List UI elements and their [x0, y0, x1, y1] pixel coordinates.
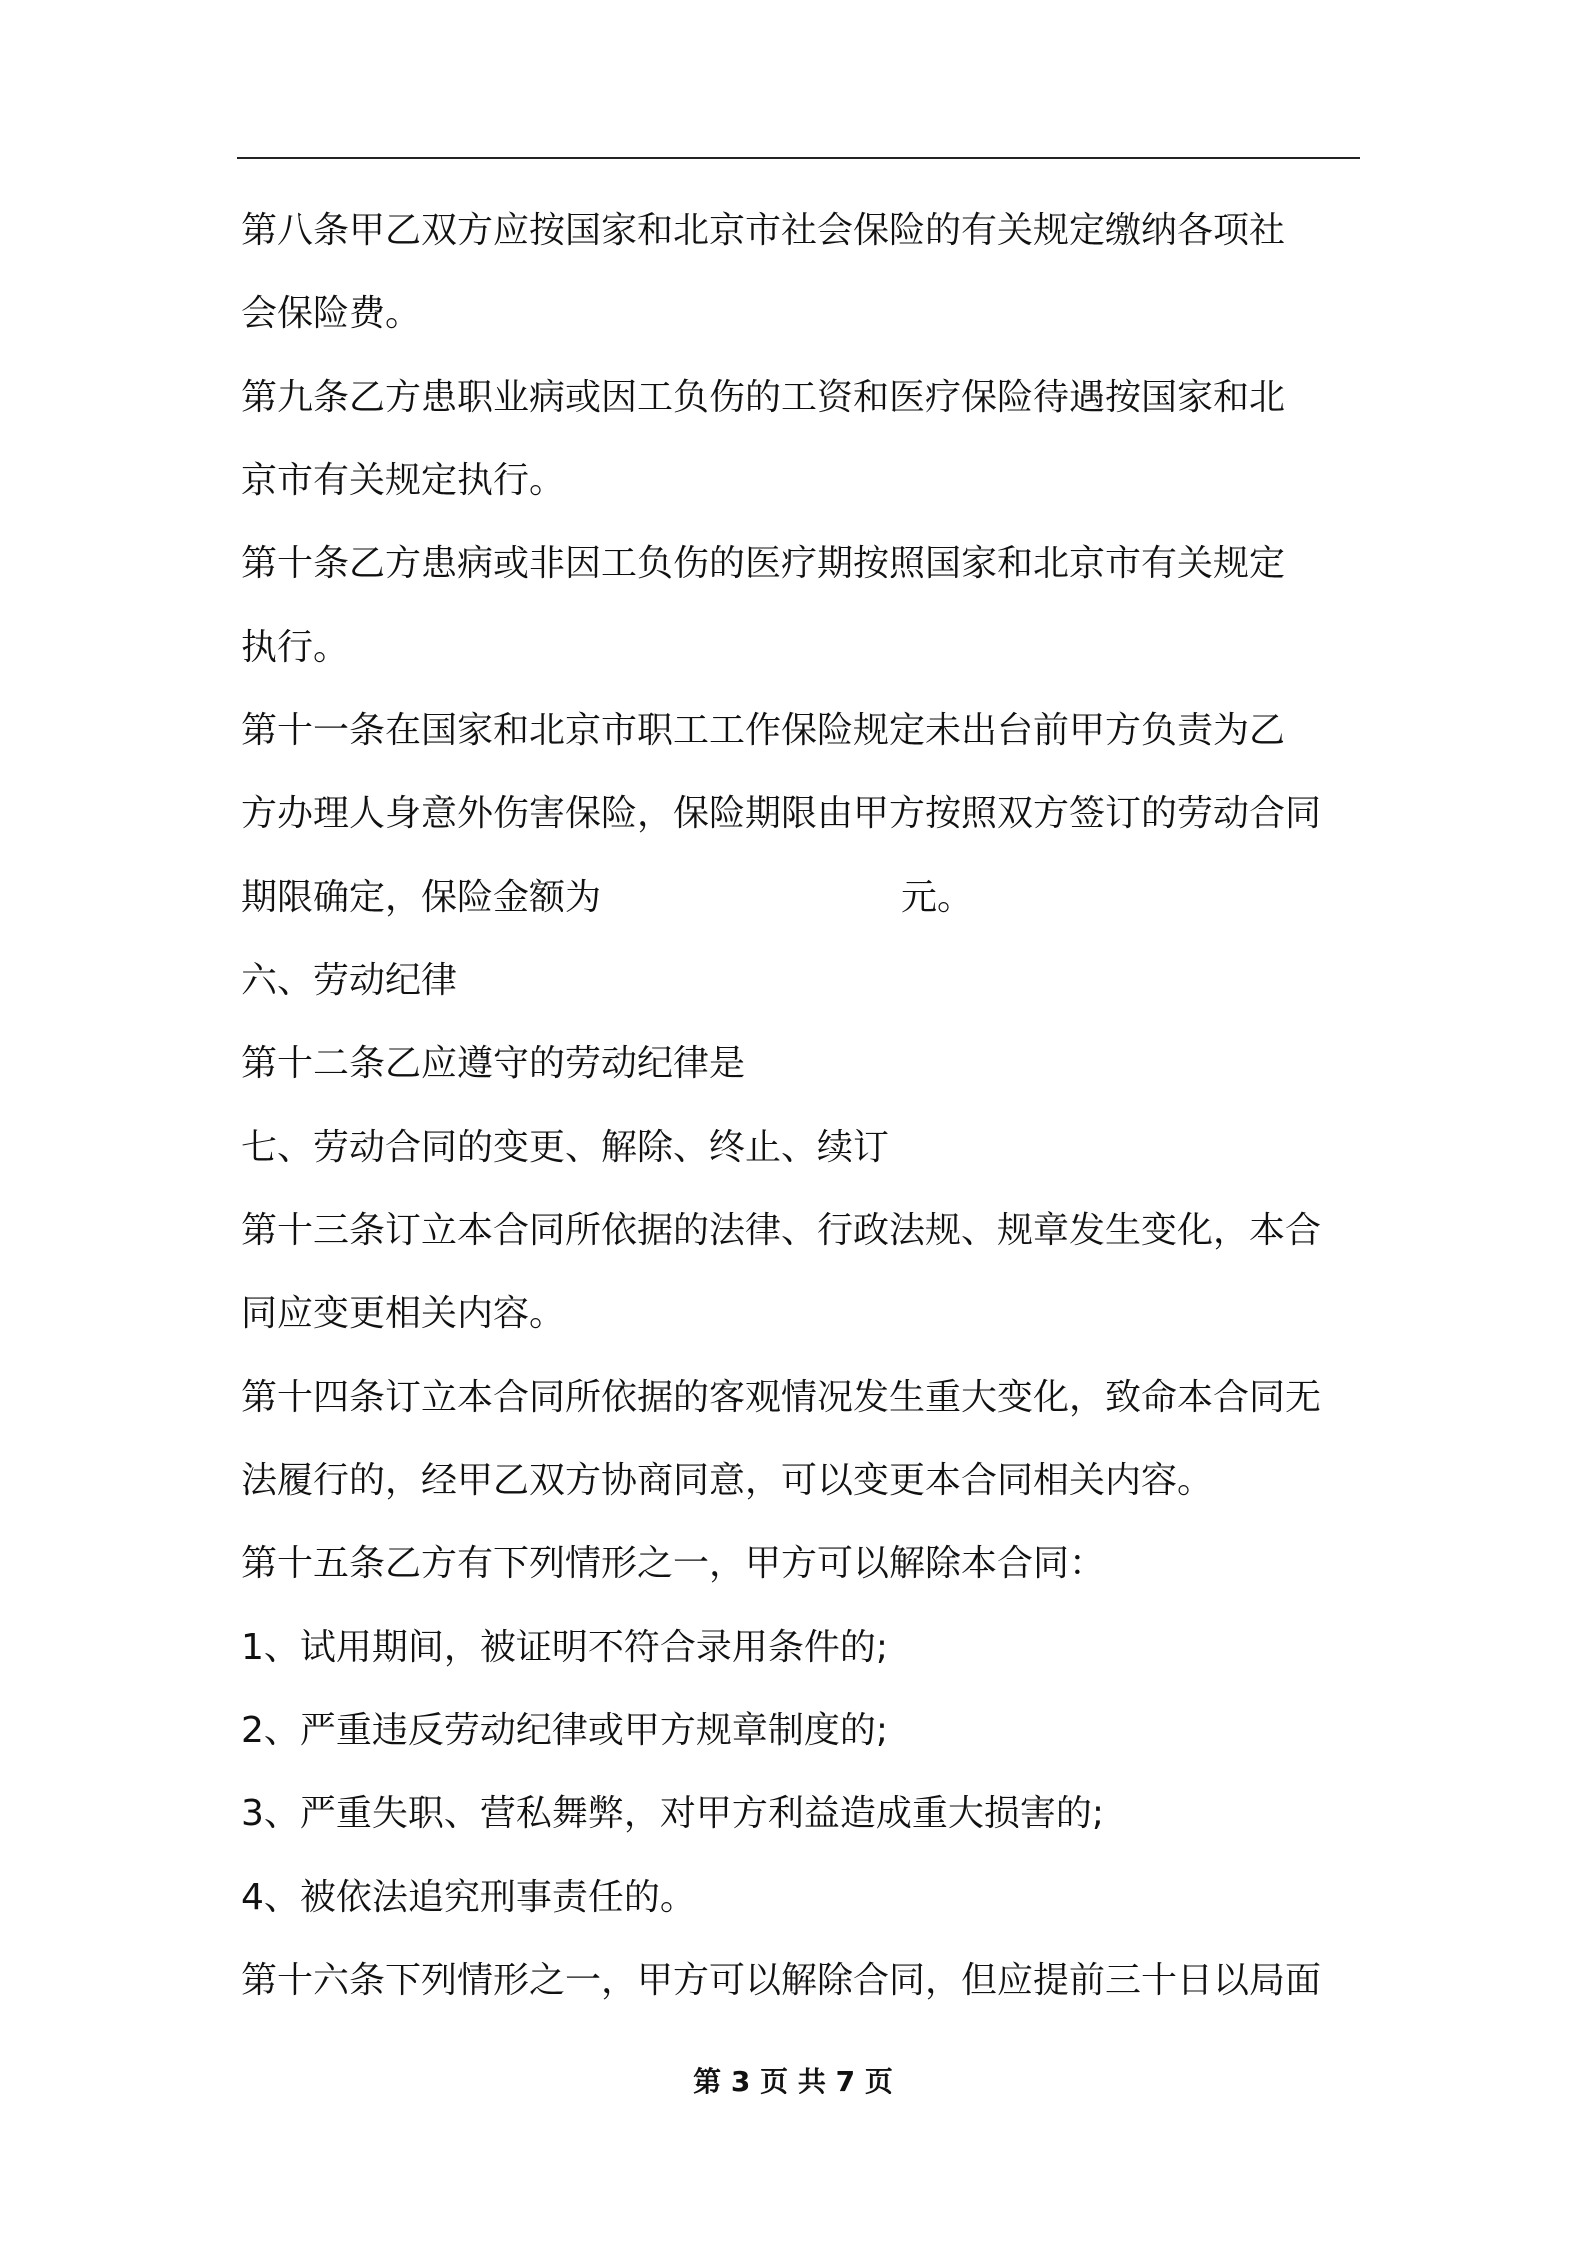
text-line-article-12: 第十二条乙应遵守的劳动纪律是 [241, 1043, 746, 1084]
text-line-article-11-part-1: 第十一条在国家和北京市职工工作保险规定未出台前甲方负责为乙 [241, 710, 1286, 751]
text-line-article-14-part-2: 法履行的，经甲乙双方协商同意，可以变更本合同相关内容。 [241, 1460, 1214, 1501]
text-line-article-10-part-2: 执行。 [241, 627, 350, 668]
list-item-1: 1、试用期间，被证明不符合录用条件的; [241, 1627, 889, 1668]
text-line-article-8-part-1: 第八条甲乙双方应按国家和北京市社会保险的有关规定缴纳各项社 [241, 210, 1286, 251]
text-line-article-16: 第十六条下列情形之一，甲方可以解除合同，但应提前三十日以局面 [241, 1960, 1322, 2001]
text-line-article-10-part-1: 第十条乙方患病或非因工负伤的医疗期按照国家和北京市有关规定 [241, 543, 1286, 584]
list-item-2: 2、严重违反劳动纪律或甲方规章制度的; [241, 1710, 889, 1751]
text-line-article-11-part-2: 方办理人身意外伤害保险，保险期限由甲方按照双方签订的劳动合同 [241, 793, 1322, 834]
page-number-footer [0, 2057, 1586, 2107]
text-line-article-9-part-2: 京市有关规定执行。 [241, 460, 566, 501]
text-line-article-8-part-2: 会保险费。 [241, 293, 422, 334]
text-line-article-9-part-1: 第九条乙方患职业病或因工负伤的工资和医疗保险待遇按国家和北 [241, 377, 1286, 418]
list-item-4: 4、被依法追究刑事责任的。 [241, 1877, 696, 1918]
section-heading-contract-changes: 七、劳动合同的变更、解除、终止、续订 [241, 1127, 890, 1168]
text-line-article-14-part-1: 第十四条订立本合同所依据的客观情况发生重大变化，致命本合同无 [241, 1377, 1322, 1418]
text-line-article-13-part-1: 第十三条订立本合同所依据的法律、行政法规、规章发生变化，本合 [241, 1210, 1322, 1251]
section-heading-labor-discipline: 六、劳动纪律 [241, 960, 458, 1001]
text-line-article-15: 第十五条乙方有下列情形之一，甲方可以解除本合同： [241, 1543, 1106, 1584]
header-divider [237, 157, 1360, 159]
page-number-text: 第 3 页 共 7 页 [693, 2065, 893, 2098]
text-line-article-13-part-2: 同应变更相关内容。 [241, 1293, 566, 1334]
insurance-amount-label: 期限确定，保险金额为 [241, 877, 602, 918]
text-line-article-11-part-3 [241, 868, 1371, 928]
insurance-amount-unit: 元。 [901, 877, 974, 918]
list-item-3: 3、严重失职、营私舞弊，对甲方利益造成重大损害的; [241, 1793, 1105, 1834]
